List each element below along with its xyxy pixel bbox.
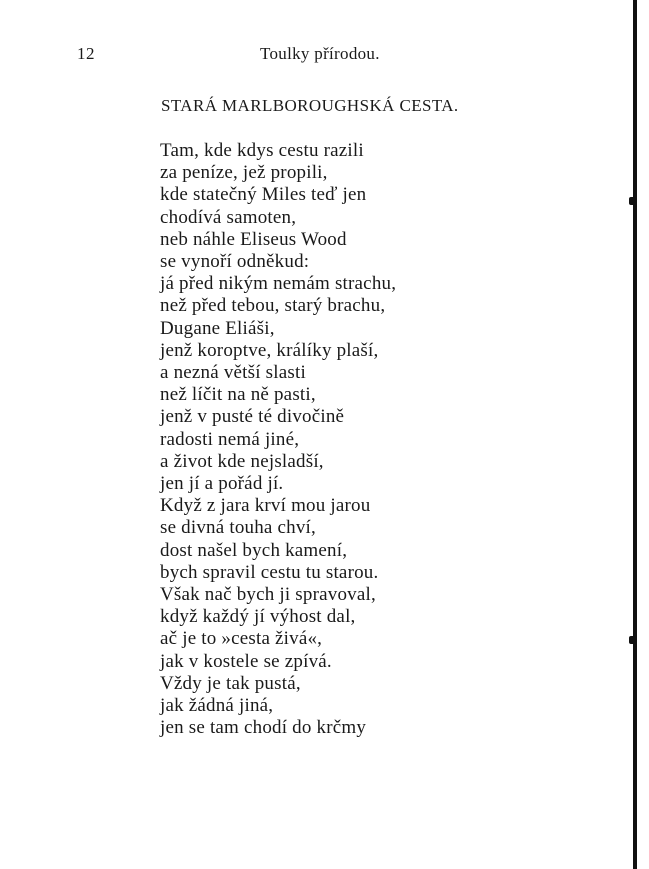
poem-line: a nezná větší slasti bbox=[160, 362, 306, 384]
poem-line: Dugane Eliáši, bbox=[160, 317, 275, 339]
poem-line: ač je to »cesta živá«, bbox=[160, 628, 323, 650]
poem-line: než před tebou, starý brachu, bbox=[160, 295, 386, 317]
poem-line: a život kde nejsladší, bbox=[160, 450, 324, 472]
page-number: 12 bbox=[77, 44, 95, 63]
poem-line: já před nikým nemám strachu, bbox=[160, 273, 397, 295]
poem-line: Tam, kde kdys cestu razili bbox=[160, 140, 364, 161]
poem-line: za peníze, jež propili, bbox=[160, 162, 328, 184]
poem-body bbox=[160, 140, 396, 739]
poem-line: jenž koroptve, králíky plaší, bbox=[160, 339, 379, 361]
poem-line: chodívá samoten, bbox=[160, 206, 297, 228]
poem-line: se vynoří odněkud: bbox=[160, 251, 310, 273]
poem-line: neb náhle Eliseus Wood bbox=[160, 228, 347, 250]
poem-line: jenž v pusté té divočině bbox=[160, 406, 345, 428]
poem-line: se divná touha chví, bbox=[160, 517, 316, 539]
poem-line: dost našel bych kamení, bbox=[160, 539, 348, 561]
binding-mark bbox=[629, 636, 635, 644]
poem-line: jen jí a pořád jí. bbox=[160, 473, 284, 495]
poem-title: STARÁ MARLBOROUGHSKÁ CESTA. bbox=[161, 96, 459, 115]
page-binding-edge bbox=[633, 0, 637, 869]
poem-line: jak žádná jiná, bbox=[160, 695, 274, 717]
poem-line: jak v kostele se zpívá. bbox=[160, 650, 332, 672]
poem-line: když každý jí výhost dal, bbox=[160, 606, 356, 628]
poem-line: radosti nemá jiné, bbox=[160, 428, 300, 450]
poem-line: Vždy je tak pustá, bbox=[160, 672, 301, 694]
poem-line: bych spravil cestu tu starou. bbox=[160, 561, 379, 583]
running-head: Toulky přírodou. bbox=[260, 44, 380, 63]
poem-line: Však nač bych ji spravoval, bbox=[160, 584, 376, 606]
poem-line: Když z jara krví mou jarou bbox=[160, 495, 371, 517]
poem-line: kde statečný Miles teď jen bbox=[160, 184, 367, 206]
poem-line: než líčit na ně pasti, bbox=[160, 384, 316, 406]
poem-line: jen se tam chodí do krčmy bbox=[160, 717, 367, 739]
binding-mark bbox=[629, 197, 635, 205]
